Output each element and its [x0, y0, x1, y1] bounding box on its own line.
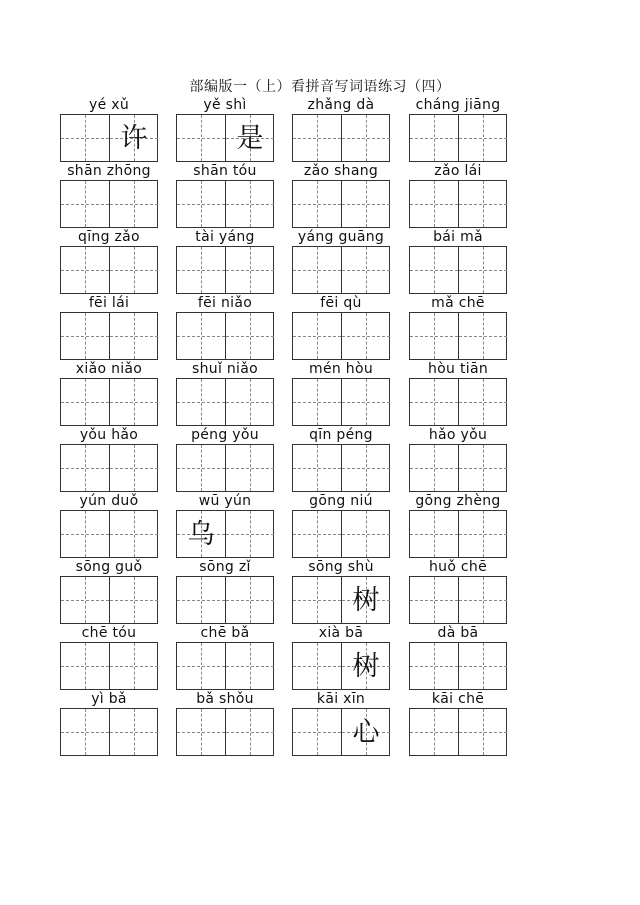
hanzi-answer	[459, 709, 507, 755]
character-cell[interactable]	[342, 511, 390, 557]
word-item	[409, 361, 507, 427]
character-cell[interactable]	[410, 709, 459, 755]
tianzige-box	[292, 180, 390, 228]
tianzige-box	[292, 246, 390, 294]
word-item	[176, 361, 274, 427]
character-cell[interactable]	[410, 511, 459, 557]
hanzi-answer	[293, 445, 341, 491]
word-item	[292, 691, 390, 757]
pinyin-label: fēi qù	[320, 295, 362, 311]
exercise-row	[0, 295, 640, 361]
character-cell[interactable]	[342, 379, 390, 425]
word-item	[292, 97, 390, 163]
tianzige-box	[176, 312, 274, 360]
hanzi-answer	[293, 115, 341, 161]
hanzi-answer	[410, 247, 458, 293]
tianzige-box	[60, 312, 158, 360]
character-cell[interactable]	[410, 115, 459, 161]
character-cell[interactable]	[459, 445, 507, 491]
exercise-row	[0, 97, 640, 163]
hanzi-answer	[110, 379, 158, 425]
pinyin-label: shān tóu	[193, 163, 257, 179]
word-item	[409, 493, 507, 559]
hanzi-answer	[226, 577, 274, 623]
hanzi-answer	[61, 313, 109, 359]
character-cell[interactable]	[61, 313, 110, 359]
hanzi-answer	[293, 577, 341, 623]
word-item	[176, 427, 274, 493]
pinyin-label: gōng niú	[309, 493, 373, 509]
character-cell[interactable]	[226, 511, 274, 557]
character-cell[interactable]	[110, 313, 158, 359]
pinyin-label: yě shì	[203, 97, 247, 113]
word-item	[292, 361, 390, 427]
word-item	[60, 691, 158, 757]
tianzige-box	[176, 642, 274, 690]
hanzi-answer: 心	[352, 716, 380, 748]
pinyin-label: chē bǎ	[200, 625, 250, 641]
pinyin-label: zhǎng dà	[307, 97, 375, 113]
character-cell[interactable]	[61, 643, 110, 689]
pinyin-label: qīn péng	[309, 427, 373, 443]
character-cell[interactable]	[61, 115, 110, 161]
tianzige-box	[409, 114, 507, 162]
hanzi-answer	[459, 445, 507, 491]
hanzi-answer	[177, 313, 225, 359]
hanzi-answer	[61, 379, 109, 425]
pinyin-label: shān zhōng	[67, 163, 151, 179]
tianzige-box	[292, 510, 390, 558]
word-item	[60, 427, 158, 493]
word-item	[60, 163, 158, 229]
character-cell[interactable]	[110, 115, 158, 161]
word-item	[292, 427, 390, 493]
character-cell[interactable]	[110, 577, 158, 623]
word-item	[409, 691, 507, 757]
hanzi-answer	[459, 379, 507, 425]
character-cell[interactable]	[226, 445, 274, 491]
hanzi-answer	[226, 181, 274, 227]
character-cell[interactable]	[410, 445, 459, 491]
hanzi-answer	[410, 313, 458, 359]
pinyin-label: fēi niǎo	[197, 295, 253, 311]
hanzi-answer	[410, 445, 458, 491]
hanzi-answer	[342, 379, 390, 425]
word-item	[292, 493, 390, 559]
word-item	[409, 295, 507, 361]
character-cell[interactable]	[459, 577, 507, 623]
pinyin-label: tài yáng	[195, 229, 255, 245]
character-cell[interactable]	[110, 445, 158, 491]
hanzi-answer	[177, 577, 225, 623]
tianzige-box	[409, 312, 507, 360]
hanzi-answer	[293, 247, 341, 293]
character-cell[interactable]	[110, 379, 158, 425]
pinyin-label: xiǎo niǎo	[75, 361, 143, 377]
hanzi-answer	[226, 247, 274, 293]
character-cell[interactable]	[61, 445, 110, 491]
hanzi-answer	[342, 313, 390, 359]
hanzi-answer	[342, 115, 390, 161]
character-cell[interactable]	[293, 181, 342, 227]
character-cell[interactable]	[61, 511, 110, 557]
character-cell[interactable]	[293, 247, 342, 293]
word-item	[176, 97, 274, 163]
tianzige-box	[292, 114, 390, 162]
pinyin-label: kāi chē	[431, 691, 485, 707]
hanzi-answer	[110, 709, 158, 755]
tianzige-box	[176, 114, 274, 162]
character-cell[interactable]	[459, 379, 507, 425]
hanzi-answer	[459, 181, 507, 227]
character-cell[interactable]	[177, 511, 226, 557]
tianzige-box	[176, 576, 274, 624]
character-cell[interactable]	[110, 511, 158, 557]
word-item	[409, 625, 507, 691]
character-cell[interactable]	[410, 247, 459, 293]
character-cell[interactable]	[226, 577, 274, 623]
pinyin-label: bái mǎ	[433, 229, 483, 245]
tianzige-box	[60, 708, 158, 756]
hanzi-answer	[293, 511, 341, 557]
character-cell[interactable]	[293, 445, 342, 491]
hanzi-answer	[177, 115, 225, 161]
character-cell[interactable]	[410, 379, 459, 425]
word-item	[176, 691, 274, 757]
character-cell[interactable]	[342, 115, 390, 161]
pinyin-label: fēi lái	[88, 295, 130, 311]
pinyin-label: kāi xīn	[316, 691, 366, 707]
tianzige-box	[176, 708, 274, 756]
word-item	[60, 361, 158, 427]
pinyin-label: bǎ shǒu	[196, 691, 254, 707]
tianzige-box	[409, 510, 507, 558]
hanzi-answer	[110, 577, 158, 623]
pinyin-label: zǎo lái	[434, 163, 482, 179]
character-cell[interactable]	[342, 577, 390, 623]
page-title: 部编版一（上）看拼音写词语练习（四）	[189, 79, 451, 95]
pinyin-label: sōng shù	[308, 559, 374, 575]
character-cell[interactable]	[177, 709, 226, 755]
hanzi-answer	[177, 247, 225, 293]
tianzige-box	[409, 378, 507, 426]
character-cell[interactable]	[410, 313, 459, 359]
tianzige-box	[292, 576, 390, 624]
pinyin-label: shuǐ niǎo	[192, 361, 258, 377]
hanzi-answer	[177, 709, 225, 755]
pinyin-label: qīng zǎo	[78, 229, 140, 245]
pinyin-label: péng yǒu	[191, 427, 259, 443]
tianzige-box	[60, 180, 158, 228]
hanzi-answer	[226, 313, 274, 359]
hanzi-answer	[293, 709, 341, 755]
character-cell[interactable]	[226, 313, 274, 359]
word-item	[292, 163, 390, 229]
hanzi-answer: 乌	[187, 518, 215, 550]
hanzi-answer	[410, 577, 458, 623]
character-cell[interactable]	[226, 709, 274, 755]
word-item	[60, 295, 158, 361]
character-cell[interactable]	[177, 181, 226, 227]
hanzi-answer	[293, 379, 341, 425]
hanzi-answer: 树	[352, 584, 380, 616]
character-cell[interactable]	[459, 643, 507, 689]
word-item	[292, 625, 390, 691]
hanzi-answer	[110, 445, 158, 491]
word-item	[176, 163, 274, 229]
hanzi-answer	[342, 247, 390, 293]
hanzi-answer	[110, 643, 158, 689]
hanzi-answer	[226, 643, 274, 689]
character-cell[interactable]	[226, 379, 274, 425]
pinyin-label: wū yún	[198, 493, 252, 509]
character-cell[interactable]	[177, 445, 226, 491]
character-cell[interactable]	[177, 313, 226, 359]
hanzi-answer	[459, 511, 507, 557]
hanzi-answer	[342, 181, 390, 227]
hanzi-answer	[61, 115, 109, 161]
tianzige-box	[60, 576, 158, 624]
hanzi-answer	[410, 379, 458, 425]
hanzi-answer	[177, 379, 225, 425]
character-cell[interactable]	[342, 247, 390, 293]
word-item	[60, 229, 158, 295]
exercise-row	[0, 493, 640, 559]
hanzi-answer	[177, 181, 225, 227]
word-item	[60, 559, 158, 625]
tianzige-box	[60, 114, 158, 162]
word-item	[409, 229, 507, 295]
pinyin-label: cháng jiāng	[415, 97, 501, 113]
tianzige-box	[176, 510, 274, 558]
character-cell[interactable]	[226, 247, 274, 293]
character-cell[interactable]	[459, 313, 507, 359]
character-cell[interactable]	[177, 379, 226, 425]
character-cell[interactable]	[459, 181, 507, 227]
tianzige-box	[292, 312, 390, 360]
hanzi-answer	[293, 643, 341, 689]
hanzi-answer	[61, 577, 109, 623]
exercise-row	[0, 229, 640, 295]
character-cell[interactable]	[342, 643, 390, 689]
character-cell[interactable]	[177, 643, 226, 689]
word-item	[60, 97, 158, 163]
hanzi-answer: 树	[352, 650, 380, 682]
hanzi-answer	[410, 181, 458, 227]
hanzi-answer	[61, 247, 109, 293]
word-item	[292, 559, 390, 625]
hanzi-answer	[410, 709, 458, 755]
word-item	[176, 295, 274, 361]
character-cell[interactable]	[459, 709, 507, 755]
character-cell[interactable]	[293, 643, 342, 689]
pinyin-label: yì bǎ	[91, 691, 127, 707]
character-cell[interactable]	[226, 115, 274, 161]
character-cell[interactable]	[110, 709, 158, 755]
character-cell[interactable]	[293, 709, 342, 755]
hanzi-answer	[459, 643, 507, 689]
tianzige-box	[292, 444, 390, 492]
hanzi-answer	[61, 643, 109, 689]
hanzi-answer	[459, 247, 507, 293]
tianzige-box	[176, 180, 274, 228]
word-item	[292, 295, 390, 361]
word-item	[60, 625, 158, 691]
character-cell[interactable]	[61, 709, 110, 755]
tianzige-box	[409, 642, 507, 690]
character-cell[interactable]	[61, 379, 110, 425]
hanzi-answer	[226, 445, 274, 491]
tianzige-box	[409, 444, 507, 492]
hanzi-answer: 许	[120, 122, 148, 154]
hanzi-answer	[61, 709, 109, 755]
hanzi-answer	[226, 511, 274, 557]
hanzi-answer	[459, 115, 507, 161]
character-cell[interactable]	[293, 379, 342, 425]
pinyin-label: hòu tiān	[428, 361, 488, 377]
character-cell[interactable]	[293, 511, 342, 557]
hanzi-answer	[459, 577, 507, 623]
character-cell[interactable]	[110, 181, 158, 227]
tianzige-box	[292, 378, 390, 426]
exercise-row	[0, 361, 640, 427]
tianzige-box	[292, 642, 390, 690]
character-cell[interactable]	[459, 511, 507, 557]
pinyin-label: mǎ chē	[431, 295, 485, 311]
character-cell[interactable]	[410, 577, 459, 623]
pinyin-label: xià bā	[318, 625, 364, 641]
hanzi-answer: 是	[236, 122, 264, 154]
pinyin-label: yún duǒ	[79, 493, 139, 509]
character-cell[interactable]	[410, 181, 459, 227]
pinyin-label: chē tóu	[81, 625, 137, 641]
character-cell[interactable]	[110, 247, 158, 293]
character-cell[interactable]	[177, 247, 226, 293]
character-cell[interactable]	[293, 313, 342, 359]
word-item	[292, 229, 390, 295]
word-item	[176, 229, 274, 295]
pinyin-label: zǎo shang	[303, 163, 379, 179]
hanzi-answer	[226, 379, 274, 425]
word-item	[176, 559, 274, 625]
exercise-row	[0, 163, 640, 229]
tianzige-box	[409, 246, 507, 294]
hanzi-answer	[110, 181, 158, 227]
hanzi-answer	[61, 445, 109, 491]
hanzi-answer	[410, 643, 458, 689]
hanzi-answer	[293, 313, 341, 359]
pinyin-label: sōng guǒ	[75, 559, 143, 575]
hanzi-answer	[410, 511, 458, 557]
exercise-row	[0, 427, 640, 493]
character-cell[interactable]	[61, 577, 110, 623]
character-cell[interactable]	[410, 643, 459, 689]
hanzi-answer	[177, 445, 225, 491]
word-item	[409, 97, 507, 163]
character-cell[interactable]	[226, 643, 274, 689]
tianzige-box	[409, 708, 507, 756]
word-item	[60, 493, 158, 559]
character-cell[interactable]	[342, 313, 390, 359]
word-item	[409, 559, 507, 625]
word-item	[176, 493, 274, 559]
exercise-row	[0, 691, 640, 757]
tianzige-box	[60, 444, 158, 492]
hanzi-answer	[110, 247, 158, 293]
hanzi-answer	[61, 181, 109, 227]
pinyin-label: dà bā	[437, 625, 479, 641]
hanzi-answer	[110, 313, 158, 359]
tianzige-box	[60, 246, 158, 294]
tianzige-box	[409, 180, 507, 228]
hanzi-answer	[110, 511, 158, 557]
character-cell[interactable]	[177, 577, 226, 623]
tianzige-box	[176, 378, 274, 426]
exercise-row	[0, 625, 640, 691]
character-cell[interactable]	[61, 181, 110, 227]
character-cell[interactable]	[342, 181, 390, 227]
tianzige-box	[60, 378, 158, 426]
character-cell[interactable]	[459, 247, 507, 293]
pinyin-label: hǎo yǒu	[428, 427, 488, 443]
exercise-row	[0, 559, 640, 625]
character-cell[interactable]	[342, 445, 390, 491]
character-cell[interactable]	[110, 643, 158, 689]
pinyin-label: mén hòu	[309, 361, 373, 377]
word-item	[176, 625, 274, 691]
pinyin-label: yǒu hǎo	[79, 427, 139, 443]
pinyin-label: gōng zhèng	[415, 493, 501, 509]
hanzi-answer	[342, 511, 390, 557]
word-item	[409, 163, 507, 229]
character-cell[interactable]	[459, 115, 507, 161]
pinyin-label: yáng guāng	[297, 229, 385, 245]
tianzige-box	[292, 708, 390, 756]
hanzi-answer	[410, 115, 458, 161]
hanzi-answer	[226, 709, 274, 755]
hanzi-answer	[61, 511, 109, 557]
character-cell[interactable]	[293, 115, 342, 161]
character-cell[interactable]	[177, 115, 226, 161]
tianzige-box	[176, 246, 274, 294]
hanzi-answer	[459, 313, 507, 359]
character-cell[interactable]	[61, 247, 110, 293]
character-cell[interactable]	[226, 181, 274, 227]
tianzige-box	[409, 576, 507, 624]
hanzi-answer	[293, 181, 341, 227]
pinyin-label: yé xǔ	[88, 97, 129, 113]
tianzige-box	[60, 642, 158, 690]
character-cell[interactable]	[293, 577, 342, 623]
word-item	[409, 427, 507, 493]
tianzige-box	[176, 444, 274, 492]
pinyin-label: sōng zǐ	[199, 559, 251, 575]
hanzi-answer	[177, 643, 225, 689]
tianzige-box	[60, 510, 158, 558]
hanzi-answer	[342, 445, 390, 491]
character-cell[interactable]	[342, 709, 390, 755]
pinyin-label: huǒ chē	[428, 559, 488, 575]
